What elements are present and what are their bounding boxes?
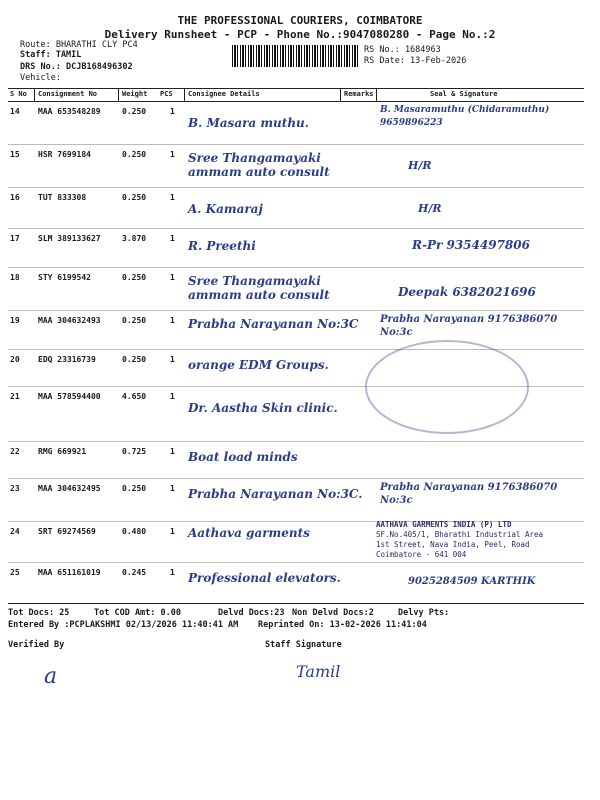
company-stamp: AATHAVA GARMENTS INDIA (P) LTD SF.No.405/1, Bharathi Industrial Area 1st Street, Nava India, Peel, Road Coimbatore - 641 004 [376, 520, 544, 559]
consignee-handwriting: Dr. Aastha Skin clinic. [188, 401, 338, 415]
table-row: 15 HSR 7699184 0.250 1 Sree Thangamayaki ammam auto consult H/R [8, 145, 584, 188]
vehicle: Vehicle: [20, 73, 61, 83]
seal-signature: Prabha Narayanan 9176386070 No:3c [380, 482, 558, 506]
reprinted-on: Reprinted On: 13-02-2026 11:41:04 [258, 620, 427, 630]
seal-signature: B. Masaramuthu (Chidaramuthu) 9659896223 [380, 105, 550, 128]
consignee-handwriting: Boat load minds [188, 450, 298, 464]
seal-signature: Deepak 6382021696 [398, 285, 536, 299]
table-row: 21 MAA 578594400 4.650 1 Dr. Aastha Skin clinic. [8, 387, 584, 442]
consignee-handwriting: Professional elevators. [188, 571, 341, 585]
table-row: 19 MAA 304632493 0.250 1 Prabha Narayanan No:3C Prabha Narayanan 9176386070 No:3c [8, 311, 584, 350]
seal-signature: H/R [418, 202, 442, 215]
consignee-handwriting: Prabha Narayanan No:3C [188, 317, 359, 331]
table-row: 17 SLM 389133627 3.870 1 R. Preethi R-Pr 9354497806 [8, 229, 584, 268]
tot-docs: Tot Docs: 25 [8, 608, 70, 618]
consignee-handwriting: R. Preethi [188, 239, 256, 253]
table-row: 16 TUT 833308 0.250 1 A. Kamaraj H/R [8, 188, 584, 229]
table-row: 24 SRT 69274569 0.480 1 Aathava garments [8, 522, 584, 563]
seal-signature: Prabha Narayanan 9176386070 No:3c [380, 314, 558, 338]
seal-signature: 9025284509 KARTHIK [408, 576, 536, 587]
verified-signature: a [44, 664, 58, 689]
table-row: 22 RMG 669921 0.725 1 Boat load minds [8, 442, 584, 479]
staff: Staff: TAMIL [20, 50, 82, 60]
consignee-handwriting: Aathava garments [188, 526, 310, 540]
col-seal: Seal & Signature [430, 90, 498, 98]
drs-number: DRS No.: DCJB168496302 [20, 62, 133, 72]
col-weight: Weight [122, 90, 148, 98]
table-row: 20 EDQ 23316739 0.250 1 orange EDM Groups. [8, 350, 584, 387]
verified-by: Verified By [8, 640, 65, 650]
rs-date: RS Date: 13-Feb-2026 [364, 56, 467, 66]
delvd-docs: Delvd Docs:23 [218, 608, 285, 618]
entered-by: Entered By :PCPLAKSHMI 02/13/2026 11:40:41 AM [8, 620, 239, 630]
table-header [8, 89, 584, 102]
round-stamp [365, 340, 529, 434]
col-consignment: Consignment No [38, 90, 98, 98]
consignee-handwriting: Prabha Narayanan No:3C. [188, 487, 363, 501]
runsheet-title: Delivery Runsheet - PCP - Phone No.:9047080280 - Page No.:2 [104, 28, 496, 41]
rs-number: RS No.: 1684963 [364, 45, 441, 55]
barcode [232, 45, 358, 67]
col-sno: S No [10, 90, 27, 98]
staff-signature: Tamil [296, 662, 341, 681]
col-remarks: Remarks [344, 90, 374, 98]
tot-cod: Tot COD Amt: 0.00 [94, 608, 181, 618]
route: Route: BHARATHI CLY PC4 [20, 40, 138, 50]
non-delvd-docs: Non Delvd Docs:2 [292, 608, 374, 618]
consignee-handwriting: A. Kamaraj [188, 202, 263, 216]
seal-signature: H/R [408, 159, 432, 172]
seal-signature: R-Pr 9354497806 [412, 238, 530, 252]
table-row: 18 STY 6199542 0.250 1 Sree Thangamayaki ammam auto consult Deepak 6382021696 [8, 268, 584, 311]
company-title: THE PROFESSIONAL COURIERS, COIMBATORE [177, 14, 423, 27]
table-row: 14 MAA 653548289 0.250 1 B. Masara muthu. B. Masaramuthu (Chidaramuthu) 9659896223 [8, 102, 584, 145]
consignee-handwriting: Sree Thangamayaki ammam auto consult [188, 151, 330, 179]
consignee-handwriting: B. Masara muthu. [188, 116, 309, 130]
consignee-handwriting: Sree Thangamayaki ammam auto consult [188, 274, 330, 302]
consignee-handwriting: orange EDM Groups. [188, 358, 329, 372]
table-row: 23 MAA 304632495 0.250 1 Prabha Narayanan No:3C. Prabha Narayanan 9176386070 No:3c [8, 479, 584, 522]
staff-signature-label: Staff Signature [265, 640, 342, 650]
table-row: 25 MAA 651161019 0.245 1 Professional elevators. 9025284509 KARTHIK [8, 563, 584, 601]
col-consignee: Consignee Details [188, 90, 260, 98]
delvy-pts: Delvy Pts: [398, 608, 450, 618]
col-pcs: PCS [160, 90, 173, 98]
